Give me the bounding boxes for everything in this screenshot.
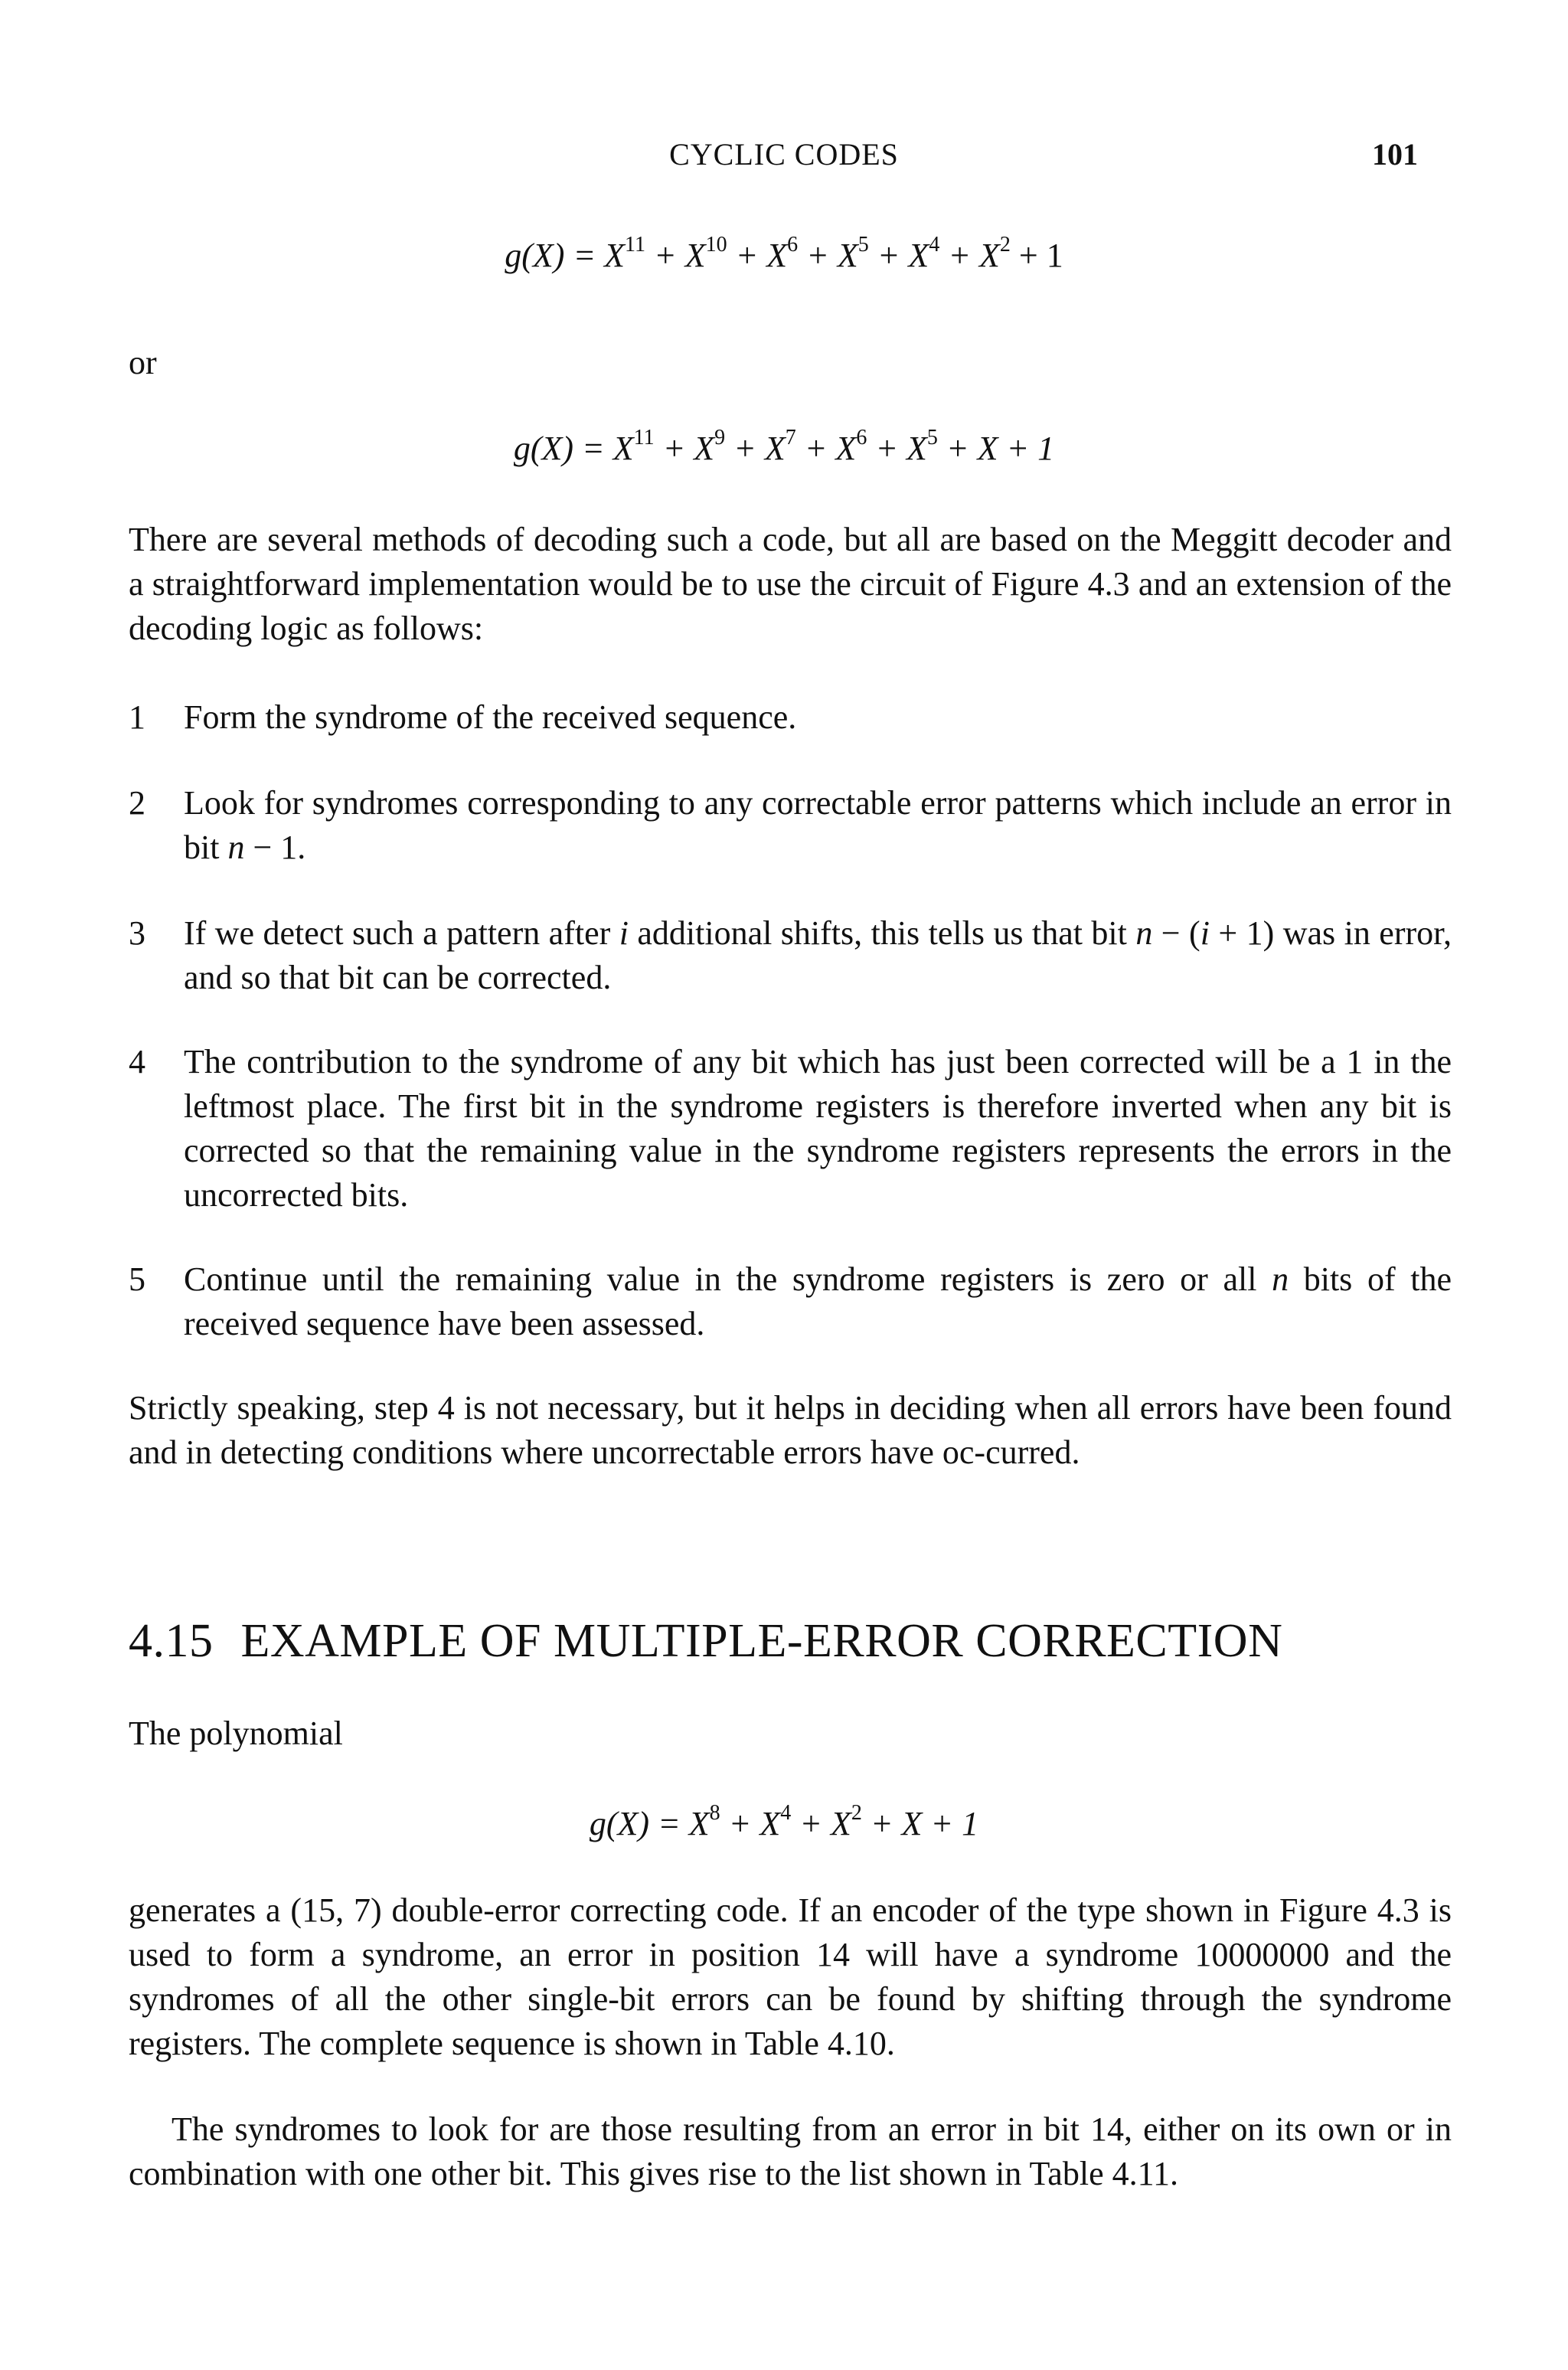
- eq-term: = X: [564, 237, 626, 274]
- eq-exponent: 2: [851, 1801, 862, 1825]
- eq-term: + X: [720, 1805, 781, 1842]
- variable-i: i: [619, 914, 629, 952]
- eq-exponent: 8: [709, 1801, 720, 1825]
- step-text: Form the syndrome of the received sequence.: [184, 698, 797, 736]
- or-connector: or: [129, 344, 157, 381]
- eq-exponent: 6: [856, 426, 867, 449]
- eq-exponent: 4: [929, 233, 940, 257]
- eq-lhs: g(X): [589, 1805, 650, 1842]
- step-number: 2: [129, 784, 145, 822]
- page-header: [0, 136, 1568, 182]
- eq-exponent: 2: [999, 233, 1011, 257]
- step-number: 1: [129, 698, 145, 736]
- eq-exponent: 11: [625, 233, 645, 257]
- eq-term: = X: [573, 430, 634, 467]
- eq-term: + X: [939, 237, 1000, 274]
- list-item: [129, 695, 1452, 740]
- eq-tail: + 1: [1010, 237, 1063, 274]
- eq-tail: + X + 1: [861, 1805, 979, 1842]
- variable-i: i: [1200, 914, 1210, 952]
- list-item: [129, 911, 1452, 1000]
- variable-n: n: [1135, 914, 1153, 952]
- variable-n: n: [1272, 1260, 1289, 1298]
- eq-exponent: 4: [780, 1801, 792, 1825]
- page-number: 101: [1372, 137, 1418, 172]
- eq-exponent: 11: [633, 426, 655, 449]
- eq-term: + X: [791, 1805, 851, 1842]
- list-item: [129, 1040, 1452, 1218]
- syndromes-paragraph: The syndromes to look for are those resulting from an error in bit 14, either on its own or in combination with one other bit. This gives rise to the list shown in Table 4.11.: [129, 2110, 1452, 2192]
- eq-term: + X: [795, 430, 857, 467]
- eq-exponent: 9: [714, 426, 726, 449]
- intro-paragraph: There are several methods of decoding such a code, but all are based on the Meggitt decoder and a straightforward implementation would be to use the circuit of Figure 4.3 and an extension of the decoding logic as follows:: [129, 521, 1452, 647]
- eq-tail: + X + 1: [937, 430, 1055, 467]
- strictly-paragraph: Strictly speaking, step 4 is not necessary, but it helps in deciding when all errors have been found and in detecting conditions where uncorrectable errors have oc-curred.: [129, 1389, 1452, 1471]
- eq-term: + X: [868, 237, 929, 274]
- step-text: The contribution to the syndrome of any bit which has just been corrected will be a 1 in the leftmost place. The first bit in the syndrome registers is therefore inverted when any bit is corrected so that the remaining value in the syndrome registers represents the errors in the uncorrected bits.: [184, 1043, 1452, 1214]
- generator-polynomial-equation-1: [0, 233, 1568, 275]
- generates-paragraph: generates a (15, 7) double-error correcting code. If an encoder of the type shown in Figure 4.3 is used to form a syndrome, an error in position 14 will have a syndrome 10000000 and the syndromes of all the other single-bit errors can be found by shifting through the syndrome registers. The complete sequence is shown in Table 4.10.: [129, 1891, 1452, 2062]
- step-text: Look for syndromes corresponding to any correctable error patterns which include an error in bit n − 1.: [184, 784, 1452, 866]
- eq-lhs: g(X): [505, 237, 565, 274]
- step-text: If we detect such a pattern after i additional shifts, this tells us that bit n − (i + 1) was in error, and so that bit can be corrected.: [184, 914, 1452, 996]
- generator-polynomial-equation-2: [0, 426, 1568, 468]
- step-number: 3: [129, 914, 145, 952]
- eq-term: + X: [727, 237, 788, 274]
- eq-term: + X: [654, 430, 715, 467]
- eq-term: + X: [798, 237, 858, 274]
- variable-n: n: [227, 829, 245, 866]
- generator-polynomial-equation-3: [0, 1801, 1568, 1843]
- eq-exponent: 10: [705, 233, 727, 257]
- section-heading: [129, 1614, 1452, 1669]
- eq-term: + X: [725, 430, 786, 467]
- eq-exponent: 5: [858, 233, 869, 257]
- eq-exponent: 7: [785, 426, 796, 449]
- section-number: 4.15: [129, 1615, 214, 1667]
- eq-lhs: g(X): [513, 430, 574, 467]
- section-title: EXAMPLE OF MULTIPLE-ERROR CORRECTION: [240, 1615, 1283, 1667]
- eq-term: + X: [645, 237, 706, 274]
- step-number: 5: [129, 1260, 145, 1298]
- eq-term: = X: [649, 1805, 710, 1842]
- eq-exponent: 5: [926, 426, 938, 449]
- eq-exponent: 6: [787, 233, 799, 257]
- polynomial-lead: The polynomial: [129, 1715, 343, 1752]
- step-number: 4: [129, 1043, 145, 1080]
- eq-term: + X: [867, 430, 927, 467]
- list-item: [129, 1257, 1452, 1346]
- step-text: Continue until the remaining value in the syndrome registers is zero or all n bits of the received sequence have been assessed.: [184, 1260, 1452, 1342]
- running-head: CYCLIC CODES: [669, 137, 899, 172]
- list-item: [129, 781, 1452, 870]
